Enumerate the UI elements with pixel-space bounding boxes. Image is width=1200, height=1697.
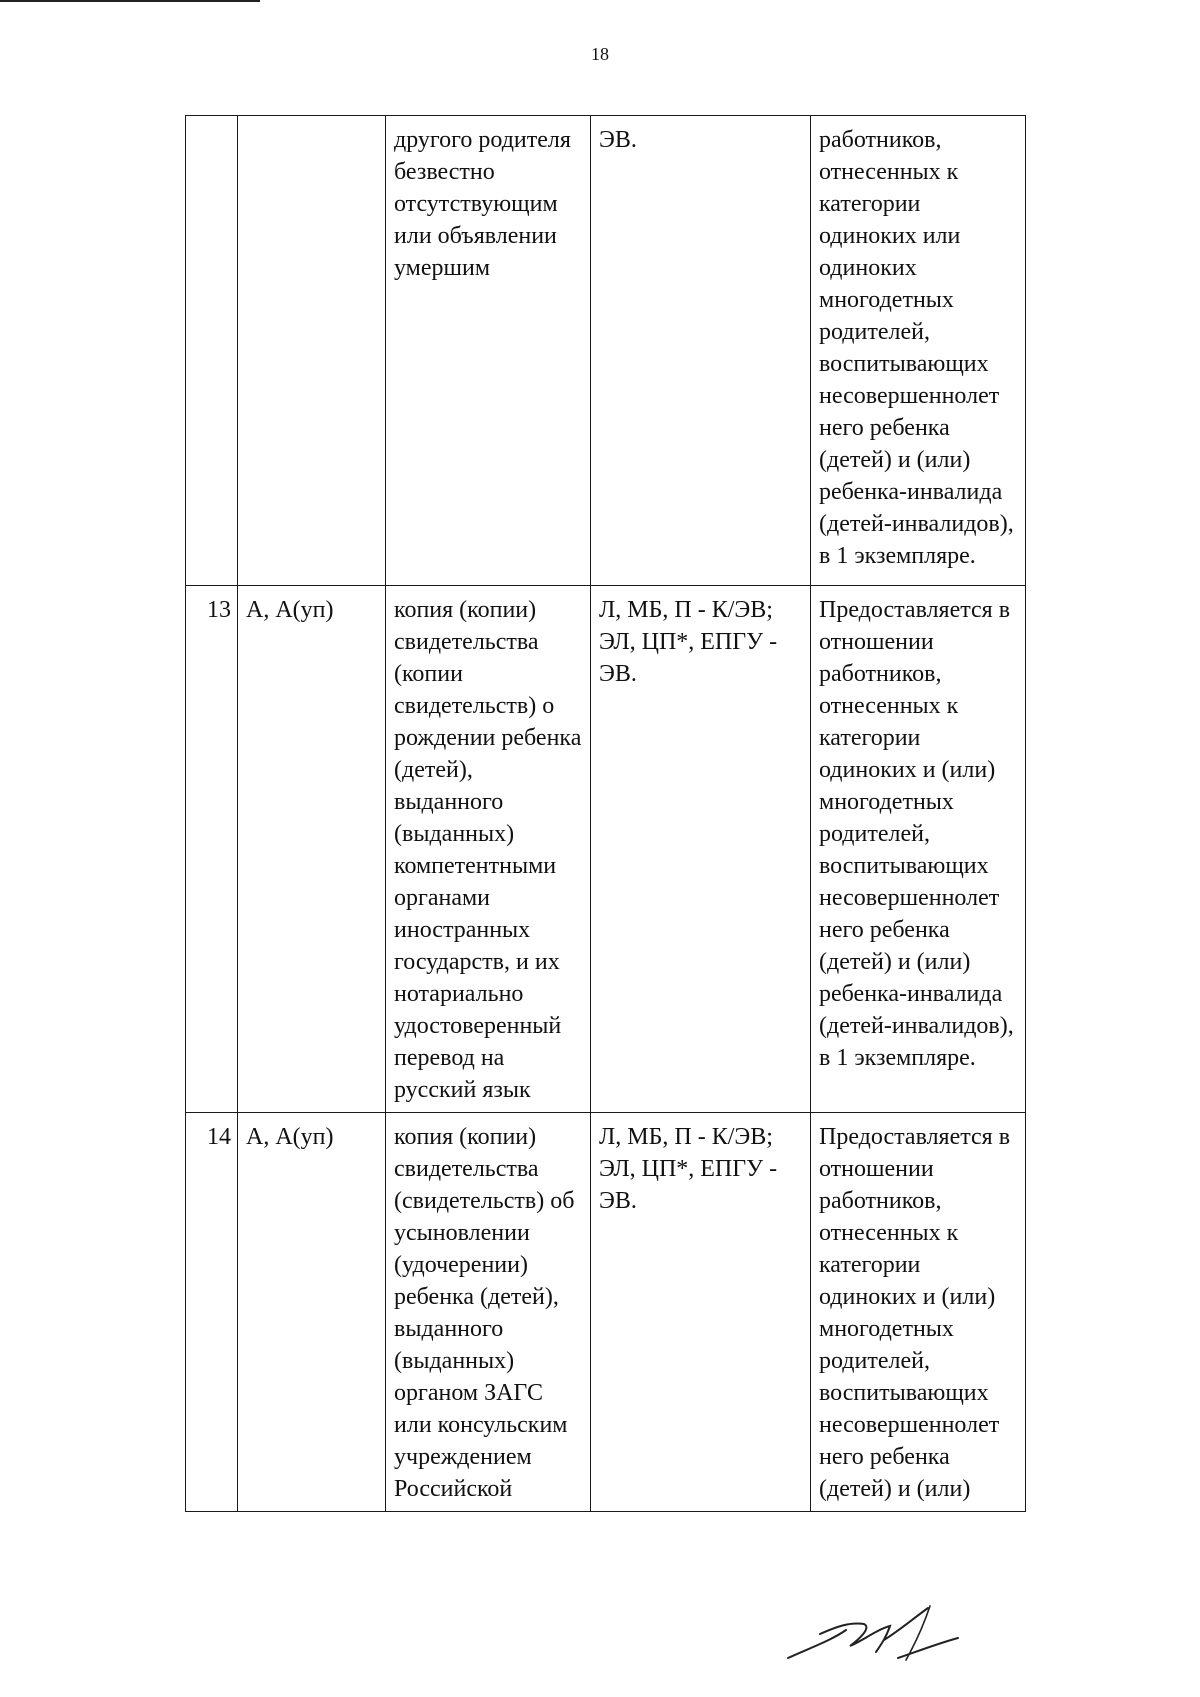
table-row [186,116,1026,586]
table-row [186,1113,1026,1512]
document-cell: другого родителя безвестно отсутствующим или объявлении умершим [386,116,591,586]
table-row [186,586,1026,1113]
row-number-cell [186,116,238,586]
note-cell: Предоставляется в отношении работников, отнесенных к категории одиноких и (или) многодетных родителей, воспитывающих несовершеннолет него ребенка (детей) и (или) ребенка-инвалида (детей-инвалидов), в 1 экземпляре. [811,586,1026,1113]
page-number: 18 [591,44,609,64]
signature-image [780,1600,970,1670]
note-cell: работников, отнесенных к категории одиноких или одиноких многодетных родителей, воспитывающих несовершеннолет него ребенка (детей) и (или) ребенка-инвалида (детей-инвалидов), в 1 экземпляре. [811,116,1026,586]
row-number-cell: 13 [186,586,238,1113]
note-cell: Предоставляется в отношении работников, отнесенных к категории одиноких и (или) многодетных родителей, воспитывающих несовершеннолет него ребенка (детей) и (или) [811,1113,1026,1512]
top-rule [0,0,260,2]
documents-table [185,115,1026,1512]
applicant-type-cell: А, А(уп) [238,586,386,1113]
document-cell: копия (копии) свидетельства (копии свидетельств) о рождении ребенка (детей), выданного (выданных) компетентными органами иностранных государств, и их нотариально удостоверенный перевод на русский язык [386,586,591,1113]
submission-method-cell: Л, МБ, П - К/ЭВ; ЭЛ, ЦП*, ЕПГУ - ЭВ. [591,586,811,1113]
applicant-type-cell [238,116,386,586]
document-cell: копия (копии) свидетельства (свидетельств) об усыновлении (удочерении) ребенка (детей), выданного (выданных) органом ЗАГС или консульским учреждением Российской [386,1113,591,1512]
submission-method-cell: Л, МБ, П - К/ЭВ; ЭЛ, ЦП*, ЕПГУ - ЭВ. [591,1113,811,1512]
applicant-type-cell: А, А(уп) [238,1113,386,1512]
row-number-cell: 14 [186,1113,238,1512]
submission-method-cell: ЭВ. [591,116,811,586]
